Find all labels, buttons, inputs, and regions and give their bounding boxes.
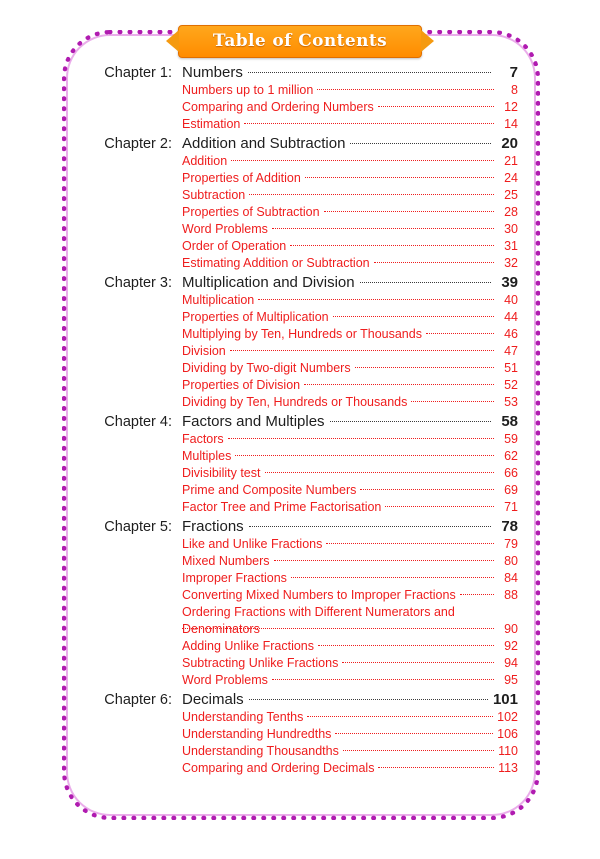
chapter-title: Decimals (182, 691, 244, 708)
section-title: Divisibility test (182, 466, 261, 480)
leader-dots (182, 628, 494, 629)
section-page-number: 62 (504, 449, 518, 463)
section-title: Comparing and Ordering Decimals (182, 761, 375, 775)
section-page-number: 21 (504, 154, 518, 168)
leader-dots (385, 506, 494, 507)
leader-dots (343, 750, 494, 751)
chapter-block (86, 413, 518, 516)
section-title: Converting Mixed Numbers to Improper Fractions (182, 588, 456, 602)
leader-dots (249, 699, 488, 700)
chapter-page-number: 20 (501, 135, 518, 152)
section-page-number: 46 (504, 327, 518, 341)
chapter-page-number: 101 (492, 691, 518, 708)
leader-dots (305, 177, 494, 178)
section-page-number: 71 (504, 500, 518, 514)
section-entry[interactable] (182, 655, 518, 672)
section-entry[interactable] (182, 587, 518, 604)
section-page-number: 113 (498, 761, 518, 775)
page-title: Table of Contents (212, 31, 388, 51)
section-page-number: 51 (504, 361, 518, 375)
section-entry[interactable] (182, 499, 518, 516)
section-page-number: 84 (504, 571, 518, 585)
leader-dots (326, 543, 494, 544)
section-title: Properties of Subtraction (182, 205, 320, 219)
section-title: Addition (182, 154, 228, 168)
section-title: Understanding Tenths (182, 710, 304, 724)
leader-dots (317, 89, 494, 90)
leader-dots (274, 560, 494, 561)
section-entry[interactable] (182, 238, 518, 255)
section-title: Division (182, 344, 226, 358)
section-page-number: 40 (504, 293, 518, 307)
section-title: Multiples (182, 449, 232, 463)
section-title: Word Problems (182, 222, 268, 236)
chapter-title: Numbers (182, 64, 243, 81)
section-page-number: 47 (504, 344, 518, 358)
leader-dots (360, 489, 494, 490)
chapter-block (86, 691, 518, 777)
leader-dots (411, 401, 494, 402)
chapter-block (86, 274, 518, 411)
section-page-number: 106 (497, 727, 518, 741)
section-entry[interactable] (182, 153, 518, 170)
section-entry[interactable] (182, 343, 518, 360)
chapter-entry[interactable] (86, 64, 518, 81)
section-title: Understanding Hundredths (182, 727, 332, 741)
ribbon-tail-right-icon (421, 30, 434, 52)
section-title: Dividing by Two-digit Numbers (182, 361, 351, 375)
leader-dots (333, 316, 494, 317)
section-page-number: 102 (497, 710, 518, 724)
section-page-number: 8 (511, 83, 518, 97)
section-entry[interactable] (182, 482, 518, 499)
chapter-title: Fractions (182, 518, 244, 535)
section-page-number: 66 (504, 466, 518, 480)
section-title: Improper Fractions (182, 571, 287, 585)
leader-dots (374, 262, 494, 263)
section-title: Factors (182, 432, 224, 446)
leader-dots (304, 384, 494, 385)
section-entry[interactable] (182, 204, 518, 221)
chapter-page-number: 7 (509, 64, 518, 81)
section-page-number: 30 (504, 222, 518, 236)
leader-dots (330, 421, 491, 422)
section-entry[interactable] (182, 431, 518, 448)
section-entry[interactable] (182, 187, 518, 204)
leader-dots (307, 716, 493, 717)
section-entry[interactable] (182, 377, 518, 394)
section-page-number: 88 (504, 588, 518, 602)
leader-dots (350, 143, 491, 144)
chapter-page-number: 39 (501, 274, 518, 291)
section-entry[interactable] (182, 570, 518, 587)
chapter-label: Chapter 6: (104, 692, 172, 708)
section-page-number: 28 (504, 205, 518, 219)
section-title: Mixed Numbers (182, 554, 270, 568)
leader-dots (231, 160, 494, 161)
leader-dots (228, 438, 494, 439)
chapter-block (86, 135, 518, 272)
chapter-block (86, 64, 518, 133)
section-entry[interactable] (182, 536, 518, 553)
leader-dots (460, 594, 494, 595)
section-entry[interactable] (182, 292, 518, 309)
leader-dots (244, 123, 494, 124)
leader-dots (290, 245, 494, 246)
section-entry[interactable] (182, 82, 518, 99)
chapter-entry[interactable] (86, 518, 518, 535)
chapter-page-number: 78 (501, 518, 518, 535)
chapter-label: Chapter 2: (104, 136, 172, 152)
leader-dots (355, 367, 494, 368)
leader-dots (272, 679, 494, 680)
leader-dots (249, 194, 494, 195)
section-page-number: 59 (504, 432, 518, 446)
chapter-title: Addition and Subtraction (182, 135, 346, 152)
leader-dots (258, 299, 494, 300)
section-entry[interactable] (182, 448, 518, 465)
section-entry[interactable] (182, 221, 518, 238)
leader-dots (230, 350, 494, 351)
section-title: Dividing by Ten, Hundreds or Thousands (182, 395, 408, 409)
section-title: Numbers up to 1 million (182, 83, 314, 97)
chapter-entry[interactable] (86, 691, 518, 708)
chapter-entry[interactable] (86, 413, 518, 430)
table-of-contents-list (86, 64, 518, 779)
section-title: Ordering Fractions with Different Numerators and Denominators (182, 605, 455, 636)
section-page-number: 92 (504, 639, 518, 653)
section-page-number: 31 (504, 239, 518, 253)
section-page-number: 53 (504, 395, 518, 409)
section-entry[interactable] (182, 553, 518, 570)
section-title: Subtracting Unlike Fractions (182, 656, 339, 670)
leader-dots (360, 282, 491, 283)
section-page-number: 95 (504, 673, 518, 687)
leader-dots (235, 455, 494, 456)
section-title: Estimation (182, 117, 241, 131)
section-entry[interactable] (182, 255, 518, 272)
leader-dots (426, 333, 494, 334)
section-page-number: 80 (504, 554, 518, 568)
section-title: Multiplying by Ten, Hundreds or Thousands (182, 327, 422, 341)
section-title: Estimating Addition or Subtraction (182, 256, 370, 270)
section-title: Prime and Composite Numbers (182, 483, 357, 497)
chapter-entry[interactable] (86, 135, 518, 152)
leader-dots (249, 526, 491, 527)
section-page-number: 110 (498, 744, 518, 758)
section-title: Understanding Thousandths (182, 744, 339, 758)
leader-dots (265, 472, 495, 473)
leader-dots (272, 228, 494, 229)
section-page-number: 52 (504, 378, 518, 392)
section-title: Multiplication (182, 293, 255, 307)
section-title: Properties of Addition (182, 171, 301, 185)
leader-dots (335, 733, 493, 734)
section-title: Factor Tree and Prime Factorisation (182, 500, 382, 514)
section-title: Properties of Multiplication (182, 310, 329, 324)
title-banner-container (0, 25, 600, 58)
leader-dots (324, 211, 494, 212)
section-entry[interactable] (182, 170, 518, 187)
chapter-label: Chapter 1: (104, 65, 172, 81)
section-title: Properties of Division (182, 378, 301, 392)
section-entry[interactable] (182, 760, 518, 777)
section-title: Comparing and Ordering Numbers (182, 100, 374, 114)
section-page-number: 12 (504, 100, 518, 114)
section-page-number: 25 (504, 188, 518, 202)
chapter-label: Chapter 5: (104, 519, 172, 535)
section-page-number: 69 (504, 483, 518, 497)
section-entry[interactable] (182, 360, 518, 377)
leader-dots (248, 72, 491, 73)
section-page-number: 90 (504, 622, 518, 636)
section-title: Word Problems (182, 673, 268, 687)
leader-dots (342, 662, 494, 663)
chapter-title: Factors and Multiples (182, 413, 325, 430)
section-title: Like and Unlike Fractions (182, 537, 323, 551)
section-entry[interactable] (182, 309, 518, 326)
ribbon-tail-left-icon (166, 30, 179, 52)
leader-dots (378, 767, 494, 768)
chapter-block (86, 518, 518, 689)
section-entry[interactable] (182, 116, 518, 133)
section-page-number: 32 (504, 256, 518, 270)
section-entry[interactable] (182, 672, 518, 689)
leader-dots (291, 577, 494, 578)
chapter-page-number: 58 (501, 413, 518, 430)
section-entry[interactable] (182, 465, 518, 482)
title-banner (178, 25, 422, 58)
section-page-number: 14 (504, 117, 518, 131)
section-entry[interactable] (182, 743, 518, 760)
section-title: Adding Unlike Fractions (182, 639, 315, 653)
chapter-label: Chapter 3: (104, 275, 172, 291)
section-entry[interactable] (182, 638, 518, 655)
section-page-number: 44 (504, 310, 518, 324)
section-entry[interactable] (182, 709, 518, 726)
section-entry[interactable] (182, 726, 518, 743)
leader-dots (378, 106, 494, 107)
section-entry[interactable] (182, 99, 518, 116)
chapter-title: Multiplication and Division (182, 274, 355, 291)
section-title: Order of Operation (182, 239, 287, 253)
section-title: Subtraction (182, 188, 246, 202)
section-page-number: 79 (504, 537, 518, 551)
section-page-number: 94 (504, 656, 518, 670)
chapter-entry[interactable] (86, 274, 518, 291)
section-entry[interactable] (182, 326, 518, 343)
chapter-label: Chapter 4: (104, 414, 172, 430)
section-page-number: 24 (504, 171, 518, 185)
section-entry[interactable] (182, 394, 518, 411)
leader-dots (318, 645, 494, 646)
